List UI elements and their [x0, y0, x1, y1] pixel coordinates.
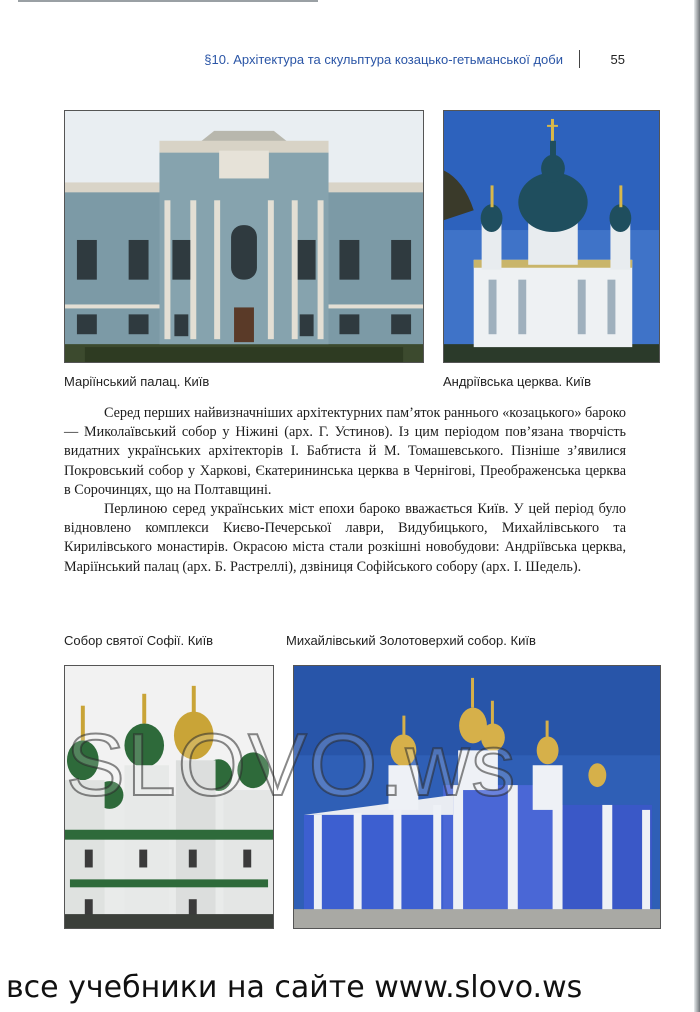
page-edge [18, 0, 318, 2]
figure-caption-st-sophia: Собор святої Софії. Київ [64, 633, 214, 648]
figure-caption-st-andrew: Андріївська церква. Київ [443, 374, 592, 389]
figure-caption-mariinsky: Маріїнський палац. Київ [64, 374, 210, 389]
paragraph: Перлиною серед українських міст епохи бароко вважається Київ. У цей період було відновлено комплекси Києво-Печерської лаври, Видубицького, Михайлівського та Кирилівського монастирів. Окрасою міста стали розкішні новобудови: Андріївська церква, Маріїнський палац (арх. Б. Растреллі), дзвіниця Софійського собору (арх. І. Шедель). [64, 501, 626, 575]
body-text [64, 404, 626, 577]
st-andrew-church-photo [443, 110, 660, 363]
section-title: §10. Архітектура та скульптура козацько-гетьманської доби [204, 52, 563, 67]
site-footer-banner: все учебники на сайте www.slovo.ws [6, 970, 583, 1005]
header-separator [579, 50, 580, 68]
watermark-logo: SLOVO.ws [66, 715, 518, 814]
page-number: 55 [610, 52, 625, 67]
mariinsky-palace-photo [64, 110, 424, 363]
running-header [150, 50, 625, 72]
figure-caption-st-michael: Михайлівський Золотоверхий собор. Київ [286, 633, 536, 648]
paragraph: Серед перших найвизначніших архітектурних пам’яток раннього «козацького» бароко — Миколаївський собор у Ніжині (арх. Г. Устинов). Із цим періодом пов’язана творчість видатних українських архітекторів І. Бабтиста й М. Томашевського. Пізніше з’явилися Покровський собор у Харкові, Єкатерининська церква в Чернігові, Преображенська церква в Сорочинцях, що на Полтавщині. [64, 405, 626, 498]
page-binding-shadow [694, 0, 700, 1012]
